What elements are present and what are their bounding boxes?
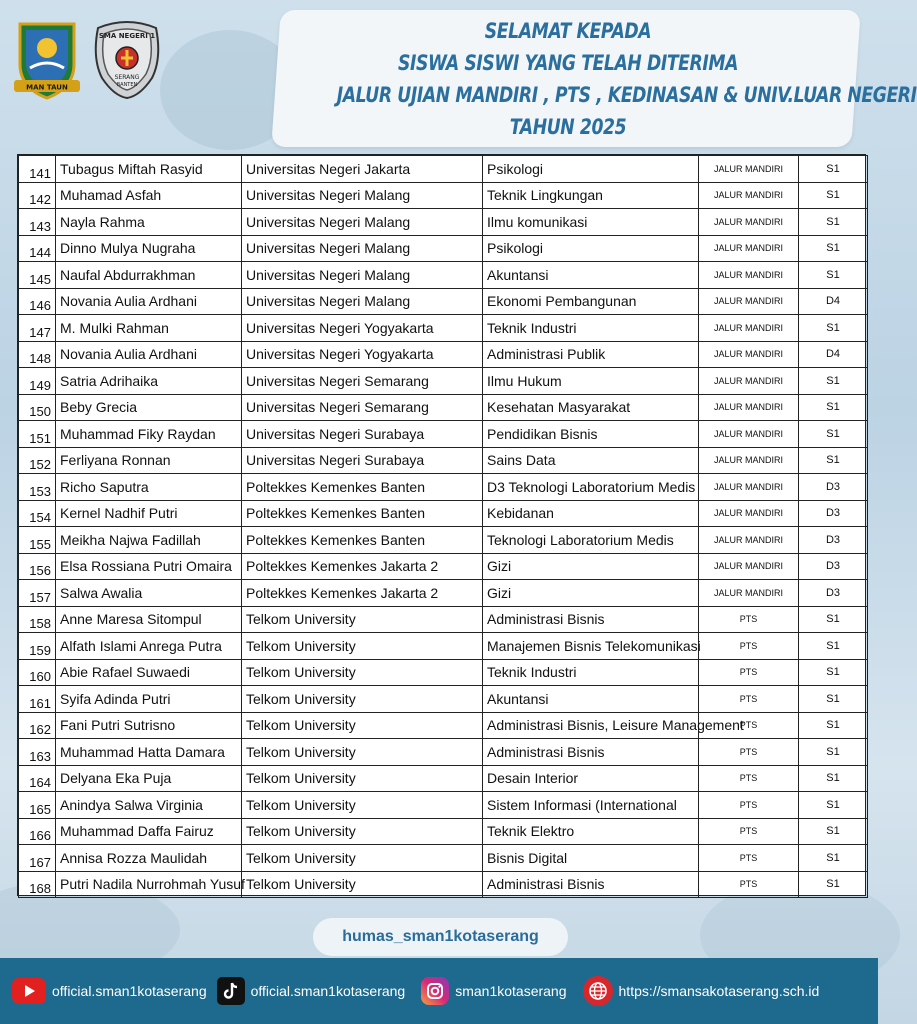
cell-university: Universitas Negeri Semarang [242, 368, 483, 395]
cell-program: Ilmu komunikasi [483, 209, 699, 236]
cell-university: Telkom University [242, 739, 483, 766]
cell-degree-level: D4 [799, 341, 868, 368]
cell-student-name: M. Mulki Rahman [56, 315, 242, 342]
cell-student-name: Tubagus Miftah Rasyid [56, 156, 242, 183]
page-title [286, 15, 917, 143]
cell-student-name: Abie Rafael Suwaedi [56, 659, 242, 686]
cell-program: Administrasi Bisnis [483, 606, 699, 633]
logo-group [12, 18, 164, 100]
cell-university: Telkom University [242, 633, 483, 660]
cell-degree-level: D3 [799, 527, 868, 554]
cell-program: Administrasi Bisnis [483, 739, 699, 766]
cell-program: Teknologi Laboratorium Medis [483, 527, 699, 554]
table-row [19, 818, 868, 845]
title-line-3: JALUR UJIAN MANDIRI , PTS , KEDINASAN & UNIV.LUAR NEGERI [336, 83, 917, 107]
cell-student-name: Alfath Islami Anrega Putra [56, 633, 242, 660]
cell-degree-level: D3 [799, 474, 868, 501]
cell-program: Pendidikan Bisnis [483, 421, 699, 448]
cell-number: 151 [19, 421, 56, 448]
cell-university: Universitas Negeri Yogyakarta [242, 341, 483, 368]
cell-degree-level: D3 [799, 553, 868, 580]
cell-program: Psikologi [483, 235, 699, 262]
cell-program: Teknik Elektro [483, 818, 699, 845]
cell-number: 148 [19, 341, 56, 368]
cell-admission-path: PTS [699, 712, 799, 739]
school-logo-top: SMA NEGERI 1 [98, 32, 156, 40]
cell-number: 152 [19, 447, 56, 474]
cell-number: 156 [19, 553, 56, 580]
cell-degree-level: D3 [799, 500, 868, 527]
cell-number: 168 [19, 871, 56, 898]
cell-admission-path: JALUR MANDIRI [699, 553, 799, 580]
table-row [19, 341, 868, 368]
cell-admission-path: PTS [699, 659, 799, 686]
footer-website[interactable] [583, 976, 820, 1006]
cell-number: 143 [19, 209, 56, 236]
cell-university: Telkom University [242, 712, 483, 739]
instagram-handle: sman1kotaserang [455, 983, 567, 999]
title-line-4: TAHUN 2025 [509, 115, 627, 139]
cell-number: 163 [19, 739, 56, 766]
cell-admission-path: JALUR MANDIRI [699, 394, 799, 421]
cell-student-name: Putri Nadila Nurrohmah Yusuf [56, 871, 242, 898]
cell-number: 150 [19, 394, 56, 421]
cell-admission-path: JALUR MANDIRI [699, 235, 799, 262]
cell-student-name: Novania Aulia Ardhani [56, 341, 242, 368]
cell-admission-path: JALUR MANDIRI [699, 580, 799, 607]
cell-student-name: Elsa Rossiana Putri Omaira [56, 553, 242, 580]
cell-admission-path: JALUR MANDIRI [699, 421, 799, 448]
cell-student-name: Meikha Najwa Fadillah [56, 527, 242, 554]
cell-degree-level: S1 [799, 792, 868, 819]
cell-student-name: Ferliyana Ronnan [56, 447, 242, 474]
cell-admission-path: JALUR MANDIRI [699, 474, 799, 501]
table-row [19, 182, 868, 209]
cell-number: 141 [19, 156, 56, 183]
cell-university: Universitas Negeri Malang [242, 182, 483, 209]
cell-program: D3 Teknologi Laboratorium Medis [483, 474, 699, 501]
cell-degree-level: S1 [799, 818, 868, 845]
table-row [19, 447, 868, 474]
cell-number: 160 [19, 659, 56, 686]
cell-admission-path: PTS [699, 765, 799, 792]
instagram-icon [421, 977, 449, 1005]
cell-university: Universitas Negeri Jakarta [242, 156, 483, 183]
cell-admission-path: PTS [699, 845, 799, 872]
cell-number: 147 [19, 315, 56, 342]
title-line-2: SISWA SISWI YANG TELAH DITERIMA [397, 51, 739, 75]
footer-instagram[interactable] [421, 977, 566, 1005]
table-row [19, 553, 868, 580]
footer-bar [0, 958, 878, 1024]
table-row [19, 765, 868, 792]
cell-number: 167 [19, 845, 56, 872]
cell-program: Administrasi Bisnis, Leisure Management [483, 712, 699, 739]
cell-student-name: Fani Putri Sutrisno [56, 712, 242, 739]
table-row [19, 368, 868, 395]
cell-admission-path: JALUR MANDIRI [699, 156, 799, 183]
tiktok-handle: official.sman1kotaserang [250, 983, 406, 999]
cell-university: Universitas Negeri Malang [242, 235, 483, 262]
cell-program: Bisnis Digital [483, 845, 699, 872]
cell-university: Telkom University [242, 792, 483, 819]
cell-degree-level: S1 [799, 235, 868, 262]
cell-degree-level: S1 [799, 262, 868, 289]
school-logo [90, 18, 164, 98]
cell-program: Ilmu Hukum [483, 368, 699, 395]
cell-admission-path: JALUR MANDIRI [699, 288, 799, 315]
city-logo [12, 18, 82, 100]
cell-admission-path: PTS [699, 606, 799, 633]
cell-degree-level: S1 [799, 765, 868, 792]
cell-number: 158 [19, 606, 56, 633]
cell-admission-path: JALUR MANDIRI [699, 447, 799, 474]
cell-university: Universitas Negeri Yogyakarta [242, 315, 483, 342]
cell-university: Universitas Negeri Surabaya [242, 447, 483, 474]
cell-admission-path: PTS [699, 792, 799, 819]
cell-admission-path: JALUR MANDIRI [699, 500, 799, 527]
cell-admission-path: JALUR MANDIRI [699, 527, 799, 554]
cell-program: Teknik Industri [483, 315, 699, 342]
cell-admission-path: PTS [699, 686, 799, 713]
cell-student-name: Beby Grecia [56, 394, 242, 421]
table-row [19, 712, 868, 739]
cell-student-name: Muhamad Asfah [56, 182, 242, 209]
table-row [19, 580, 868, 607]
cell-degree-level: S1 [799, 368, 868, 395]
cell-number: 149 [19, 368, 56, 395]
cell-university: Poltekkes Kemenkes Banten [242, 474, 483, 501]
cell-number: 157 [19, 580, 56, 607]
table-row [19, 686, 868, 713]
cell-student-name: Nayla Rahma [56, 209, 242, 236]
cell-student-name: Muhammad Hatta Damara [56, 739, 242, 766]
cell-number: 153 [19, 474, 56, 501]
footer-tiktok[interactable] [217, 977, 406, 1005]
cell-university: Poltekkes Kemenkes Jakarta 2 [242, 580, 483, 607]
footer-youtube[interactable] [12, 978, 207, 1004]
table-row [19, 235, 868, 262]
cell-student-name: Annisa Rozza Maulidah [56, 845, 242, 872]
social-handle-pill[interactable]: humas_sman1kotaserang [313, 918, 568, 956]
cell-admission-path: PTS [699, 739, 799, 766]
table-row [19, 394, 868, 421]
cell-degree-level: S1 [799, 633, 868, 660]
cell-university: Poltekkes Kemenkes Banten [242, 527, 483, 554]
cell-degree-level: S1 [799, 447, 868, 474]
cell-degree-level: S1 [799, 421, 868, 448]
cell-program: Ekonomi Pembangunan [483, 288, 699, 315]
table-body [19, 156, 868, 898]
table-row [19, 209, 868, 236]
cell-student-name: Richo Saputra [56, 474, 242, 501]
cell-number: 146 [19, 288, 56, 315]
youtube-icon [12, 978, 46, 1004]
table-row [19, 792, 868, 819]
cell-program: Administrasi Publik [483, 341, 699, 368]
cell-student-name: Naufal Abdurrakhman [56, 262, 242, 289]
cell-program: Sains Data [483, 447, 699, 474]
cell-university: Universitas Negeri Malang [242, 209, 483, 236]
cell-degree-level: S1 [799, 209, 868, 236]
cell-degree-level: S1 [799, 394, 868, 421]
cell-degree-level: S1 [799, 315, 868, 342]
cell-student-name: Kernel Nadhif Putri [56, 500, 242, 527]
globe-icon [583, 976, 613, 1006]
table-row [19, 500, 868, 527]
cell-number: 155 [19, 527, 56, 554]
tiktok-icon [217, 977, 245, 1005]
cell-degree-level: S1 [799, 845, 868, 872]
table-row [19, 156, 868, 183]
cell-admission-path: JALUR MANDIRI [699, 368, 799, 395]
table-row [19, 659, 868, 686]
cell-number: 145 [19, 262, 56, 289]
cell-university: Telkom University [242, 686, 483, 713]
table-row [19, 871, 868, 898]
cell-number: 166 [19, 818, 56, 845]
title-line-1: SELAMAT KEPADA [484, 19, 652, 43]
table-row [19, 288, 868, 315]
cell-university: Telkom University [242, 765, 483, 792]
cell-student-name: Muhammad Daffa Fairuz [56, 818, 242, 845]
cell-program: Kesehatan Masyarakat [483, 394, 699, 421]
cell-program: Teknik Lingkungan [483, 182, 699, 209]
table-row [19, 262, 868, 289]
cell-student-name: Muhammad Fiky Raydan [56, 421, 242, 448]
cell-degree-level: S1 [799, 182, 868, 209]
cell-program: Manajemen Bisnis Telekomunikasi [483, 633, 699, 660]
cell-university: Poltekkes Kemenkes Jakarta 2 [242, 553, 483, 580]
city-logo-text: MAN TAUN [26, 83, 68, 92]
table-row [19, 739, 868, 766]
cell-program: Akuntansi [483, 686, 699, 713]
cell-university: Telkom University [242, 659, 483, 686]
table-row [19, 527, 868, 554]
table-row [19, 633, 868, 660]
student-table [17, 154, 866, 896]
cell-program: Administrasi Bisnis [483, 871, 699, 898]
cell-university: Universitas Negeri Semarang [242, 394, 483, 421]
cell-number: 162 [19, 712, 56, 739]
cell-student-name: Salwa Awalia [56, 580, 242, 607]
cell-number: 159 [19, 633, 56, 660]
cell-university: Universitas Negeri Surabaya [242, 421, 483, 448]
cell-university: Telkom University [242, 606, 483, 633]
cell-number: 154 [19, 500, 56, 527]
cell-university: Universitas Negeri Malang [242, 262, 483, 289]
cell-student-name: Satria Adrihaika [56, 368, 242, 395]
cell-admission-path: JALUR MANDIRI [699, 209, 799, 236]
table-row [19, 474, 868, 501]
cell-student-name: Syifa Adinda Putri [56, 686, 242, 713]
cell-university: Poltekkes Kemenkes Banten [242, 500, 483, 527]
school-logo-sub: BANTEN [116, 82, 138, 88]
cell-admission-path: JALUR MANDIRI [699, 182, 799, 209]
cell-admission-path: PTS [699, 871, 799, 898]
cell-program: Akuntansi [483, 262, 699, 289]
table-row [19, 845, 868, 872]
cell-degree-level: S1 [799, 871, 868, 898]
cell-program: Sistem Informasi (International [483, 792, 699, 819]
youtube-handle: official.sman1kotaserang [52, 983, 207, 999]
cell-student-name: Anindya Salwa Virginia [56, 792, 242, 819]
cell-degree-level: D3 [799, 580, 868, 607]
cell-number: 161 [19, 686, 56, 713]
cell-admission-path: JALUR MANDIRI [699, 262, 799, 289]
table-row [19, 315, 868, 342]
cell-program: Psikologi [483, 156, 699, 183]
cell-student-name: Dinno Mulya Nugraha [56, 235, 242, 262]
cell-program: Teknik Industri [483, 659, 699, 686]
cell-student-name: Delyana Eka Puja [56, 765, 242, 792]
cell-number: 165 [19, 792, 56, 819]
cell-degree-level: D4 [799, 288, 868, 315]
cell-admission-path: JALUR MANDIRI [699, 341, 799, 368]
cell-degree-level: S1 [799, 686, 868, 713]
cell-program: Gizi [483, 580, 699, 607]
cell-university: Telkom University [242, 871, 483, 898]
cell-number: 164 [19, 765, 56, 792]
cell-degree-level: S1 [799, 712, 868, 739]
cell-admission-path: JALUR MANDIRI [699, 315, 799, 342]
cell-program: Kebidanan [483, 500, 699, 527]
cell-university: Telkom University [242, 845, 483, 872]
cell-student-name: Anne Maresa Sitompul [56, 606, 242, 633]
cell-student-name: Novania Aulia Ardhani [56, 288, 242, 315]
cell-degree-level: S1 [799, 739, 868, 766]
cell-program: Gizi [483, 553, 699, 580]
cell-program: Desain Interior [483, 765, 699, 792]
cell-degree-level: S1 [799, 156, 868, 183]
cell-admission-path: PTS [699, 633, 799, 660]
cell-university: Universitas Negeri Malang [242, 288, 483, 315]
cell-degree-level: S1 [799, 659, 868, 686]
table-row [19, 606, 868, 633]
cell-admission-path: PTS [699, 818, 799, 845]
school-logo-bottom: SERANG [114, 74, 140, 81]
cell-number: 144 [19, 235, 56, 262]
table-row [19, 421, 868, 448]
cell-university: Telkom University [242, 818, 483, 845]
website-url: https://smansakotaserang.sch.id [618, 983, 820, 999]
cell-degree-level: S1 [799, 606, 868, 633]
cell-number: 142 [19, 182, 56, 209]
